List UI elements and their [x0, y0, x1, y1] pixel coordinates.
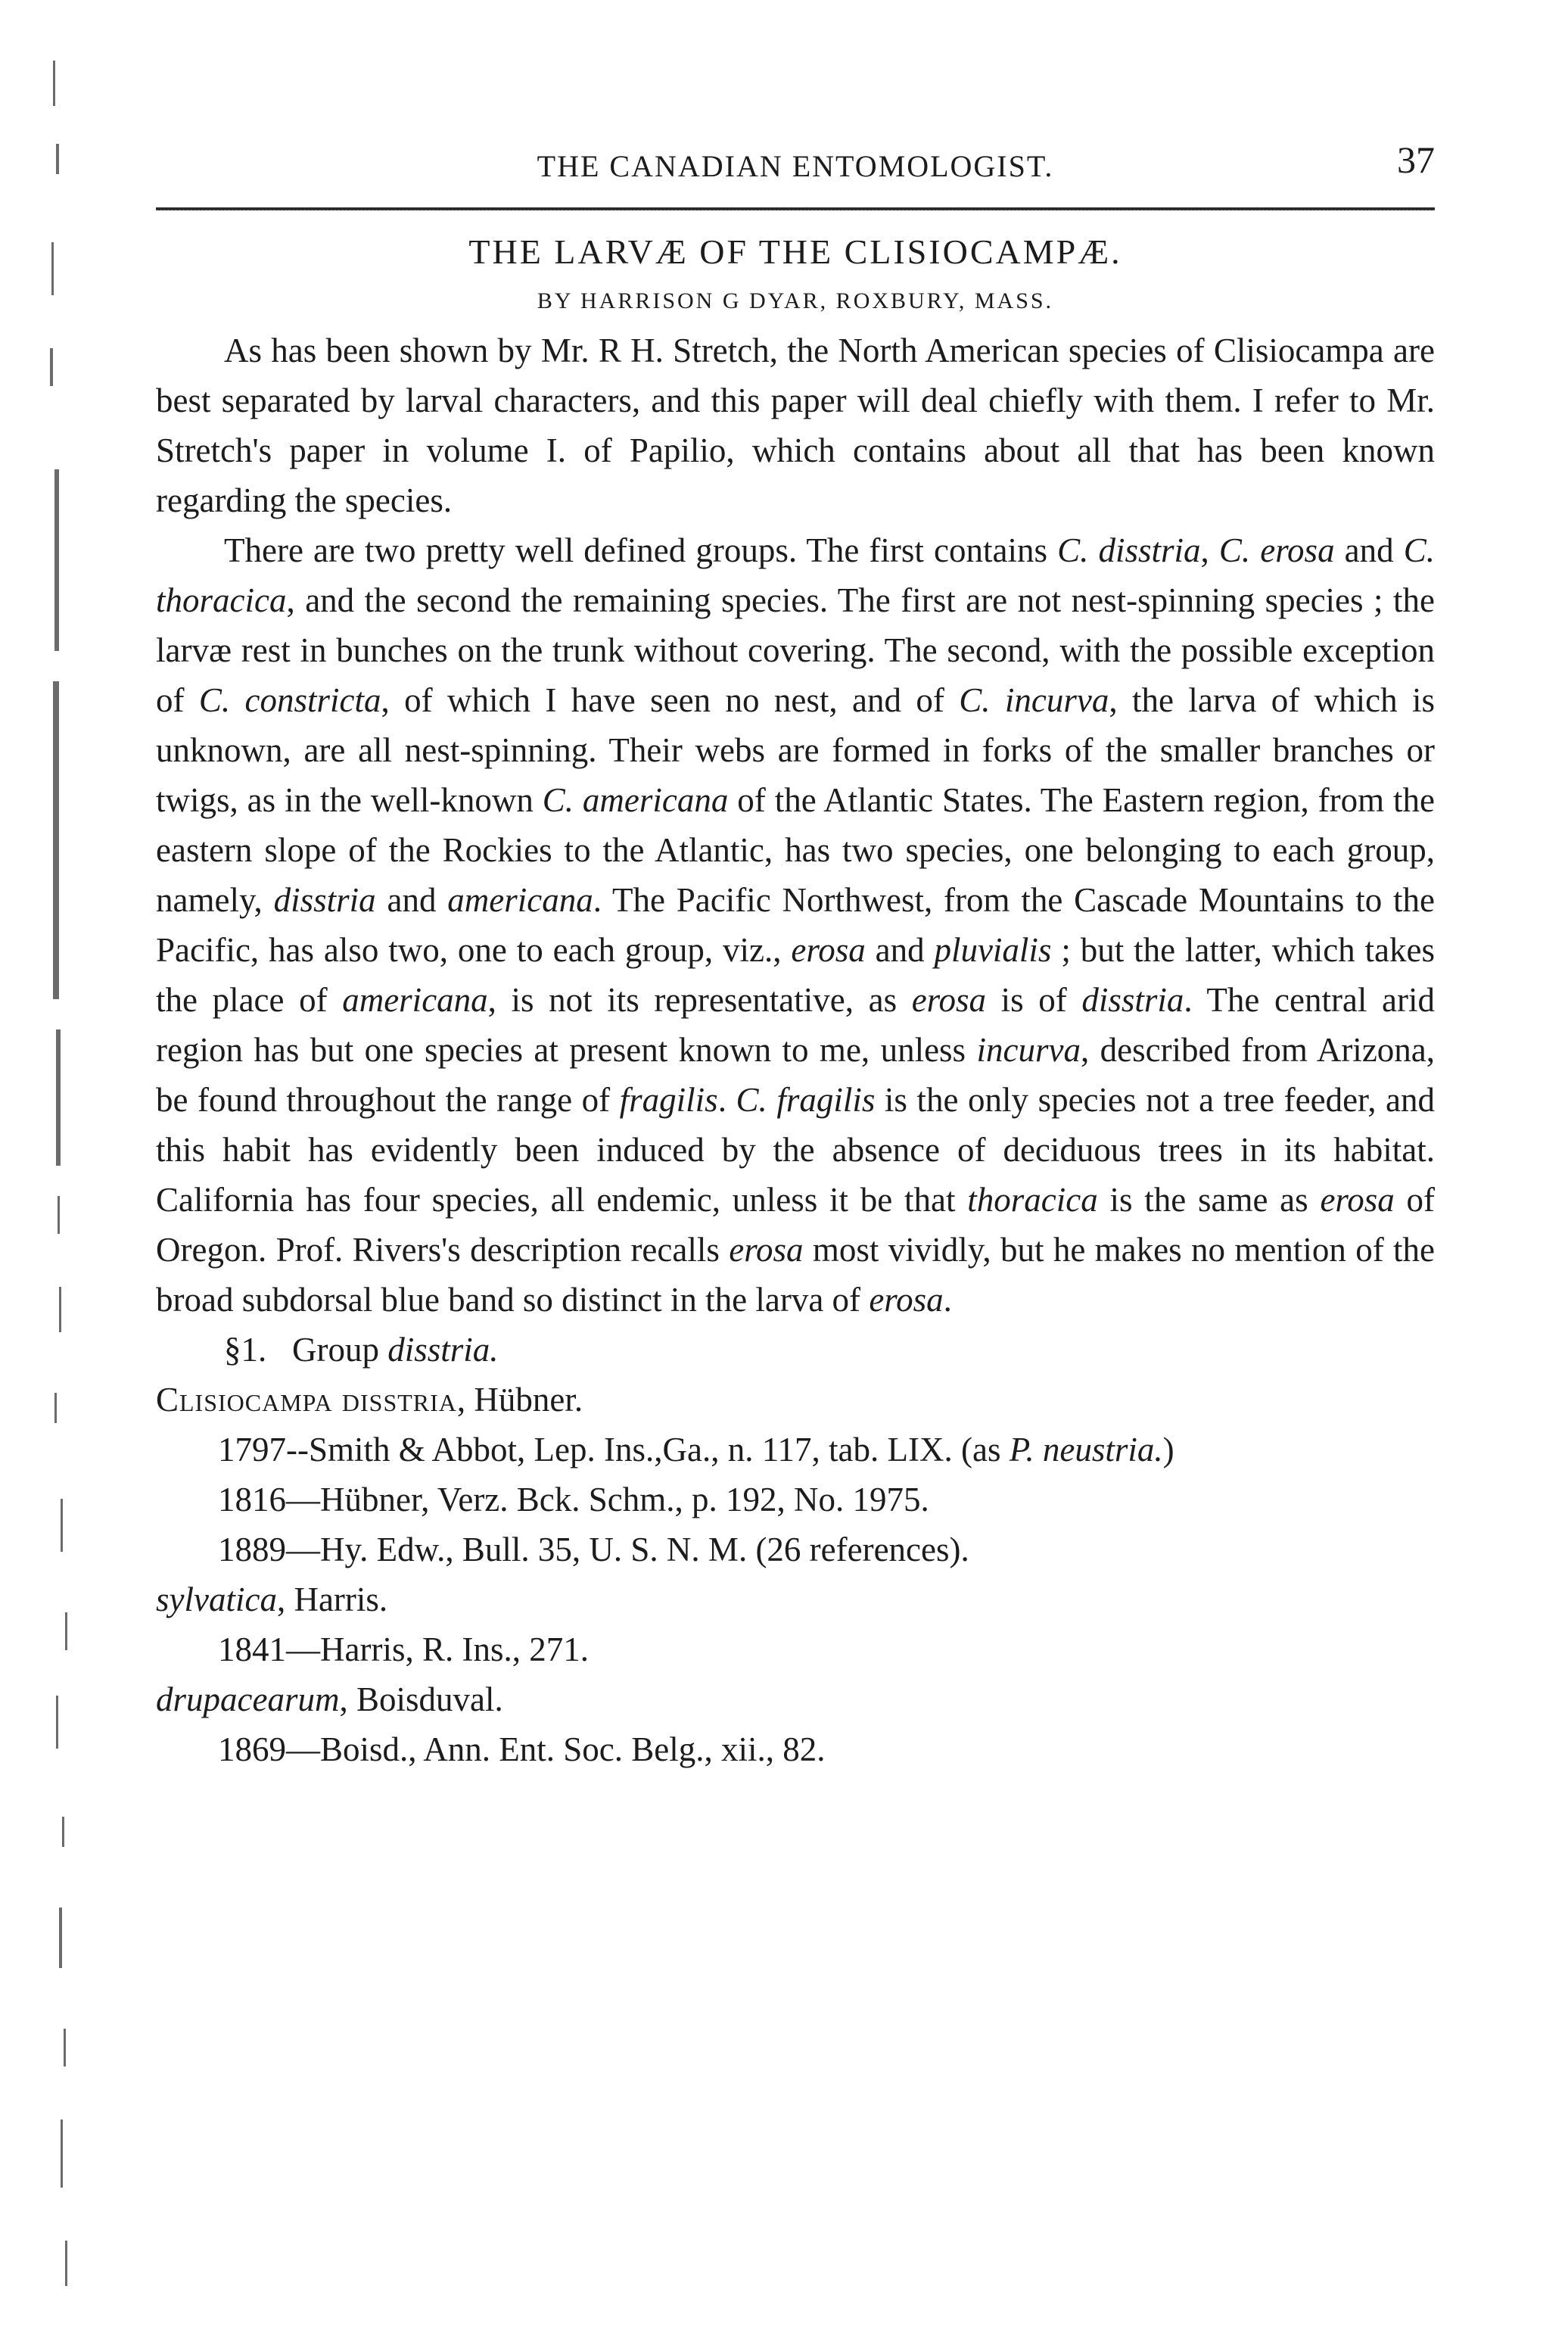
species-heading	[156, 1375, 1435, 1425]
text-run: , is not its representative, as	[487, 981, 912, 1019]
reference-text: 1816—Hübner, Verz. Bck. Schm., p. 192, No. 1975.	[218, 1481, 929, 1518]
section-mark: §1.	[224, 1331, 267, 1369]
text-run: is the only species not a tree feeder, and this habit has evidently been induced by the absence of deciduous trees in its habitat. California has four species, all endemic, unless it be that	[156, 1081, 1435, 1219]
synonym-list	[156, 1574, 1435, 1774]
paragraph	[156, 525, 1435, 1325]
reference-list	[156, 1425, 1435, 1574]
text-run: . The central arid region has but one species at present known to me, unless	[156, 981, 1435, 1069]
italic-run: incurva	[976, 1031, 1081, 1069]
italic-run: erosa	[869, 1281, 944, 1319]
text-run: is of	[986, 981, 1082, 1019]
italic-run: pluvialis	[934, 931, 1052, 969]
text-run: . The Pacific Northwest, from the Cascade Mountains to the Pacific, has also two, one to each group, viz.,	[156, 881, 1435, 969]
text-run: .	[717, 1081, 736, 1119]
margin-scan-marks	[0, 0, 106, 2339]
synonym-heading	[156, 1674, 1435, 1724]
text-run: and	[865, 931, 935, 969]
text-run: As has been shown by Mr. R H. Stretch, the North American species of Clisiocampa are best separated by larval characters, and this paper will deal chiefly with them. I refer to Mr. Stretch's paper in volume I. of Papilio, which contains about all that has been known regarding the species.	[156, 332, 1435, 519]
header-rule	[156, 207, 1435, 210]
text-run: of Oregon. Prof. Rivers's description recalls	[156, 1181, 1436, 1269]
text-run: .	[943, 1281, 952, 1319]
italic-run: erosa	[791, 931, 866, 969]
reference-text: 1797--Smith & Abbot, Lep. Ins.,Ga., n. 117, tab. LIX. (as	[218, 1431, 1010, 1468]
italic-run: disstria	[273, 881, 376, 919]
text-run: ,	[1200, 531, 1219, 569]
reference-italic: P. neustria.	[1009, 1431, 1163, 1468]
text-run: ; but the latter, which takes the place of	[156, 931, 1435, 1019]
italic-run: erosa	[729, 1231, 804, 1269]
synonym-heading	[156, 1574, 1435, 1624]
reference-line: 1869—Boisd., Ann. Ent. Soc. Belg., xii., 82.	[218, 1730, 826, 1768]
article-title: THE LARVÆ OF THE CLISIOCAMPÆ.	[468, 232, 1122, 271]
italic-run: C. erosa	[1218, 531, 1335, 569]
running-head	[156, 129, 1435, 197]
species-author: , Hübner.	[456, 1381, 583, 1419]
synonym-author: , Harris.	[276, 1581, 388, 1618]
text-run: and	[375, 881, 448, 919]
italic-run: thoracica	[967, 1181, 1098, 1219]
paragraph	[156, 325, 1435, 525]
byline: BY HARRISON G DYAR, ROXBURY, MASS.	[537, 288, 1054, 313]
section-group-name: disstria.	[387, 1331, 499, 1369]
journal-title: THE CANADIAN ENTOMOLOGIST.	[537, 149, 1054, 183]
synonym-author: , Boisduval.	[339, 1680, 503, 1718]
reference-text: )	[1162, 1431, 1174, 1468]
italic-run: C. disstria	[1057, 531, 1201, 569]
italic-run: C. thoracica	[156, 531, 1436, 619]
italic-run: C. incurva	[959, 681, 1109, 719]
text-run: and	[1334, 531, 1404, 569]
reference-text: 1889—Hy. Edw., Bull. 35, U. S. N. M. (26 references).	[218, 1531, 969, 1568]
italic-run: C. fragilis	[736, 1081, 876, 1119]
species-name: Clisiocampa disstria	[156, 1381, 457, 1419]
text-run: , described from Arizona, be found throughout the range of	[156, 1031, 1436, 1119]
reference-line	[156, 1475, 1435, 1525]
section-heading	[156, 1325, 1435, 1375]
book-page	[156, 129, 1435, 1774]
italic-run: C. constricta	[198, 681, 381, 719]
reference-line: 1841—Harris, R. Ins., 271.	[218, 1630, 589, 1668]
synonym-name: sylvatica	[156, 1581, 277, 1618]
reference-line	[156, 1525, 1435, 1574]
text-run: is the same as	[1097, 1181, 1321, 1219]
italic-run: C. americana	[542, 781, 729, 819]
italic-run: americana	[447, 881, 593, 919]
synonym-name: drupacearum	[156, 1680, 340, 1718]
reference-line	[156, 1425, 1435, 1475]
italic-run: erosa	[1320, 1181, 1395, 1219]
italic-run: disstria	[1081, 981, 1184, 1019]
text-run: , of which I have seen no nest, and of	[381, 681, 960, 719]
text-run: most vividly, but he makes no mention of the broad subdorsal blue band so distinct in the larva of	[156, 1231, 1436, 1319]
italic-run: fragilis	[619, 1081, 718, 1119]
text-run: , and the second the remaining species. The first are not nest-spinning species ; the larvæ rest in bunches on the trunk without covering. The second, with the possible exception of	[156, 581, 1435, 719]
section-label: Group	[292, 1331, 379, 1369]
text-run: , the larva of which is unknown, are all nest-spinning. Their webs are formed in forks of the smaller branches or twigs, as in the well-known	[156, 681, 1435, 819]
italic-run: americana	[342, 981, 488, 1019]
text-run: of the Atlantic States. The Eastern region, from the eastern slope of the Rockies to the Atlantic, has two species, one belonging to each group, namely,	[156, 781, 1435, 919]
page-number: 37	[1397, 139, 1435, 181]
italic-run: erosa	[911, 981, 987, 1019]
text-run: There are two pretty well defined groups. The first contains	[224, 531, 1058, 569]
